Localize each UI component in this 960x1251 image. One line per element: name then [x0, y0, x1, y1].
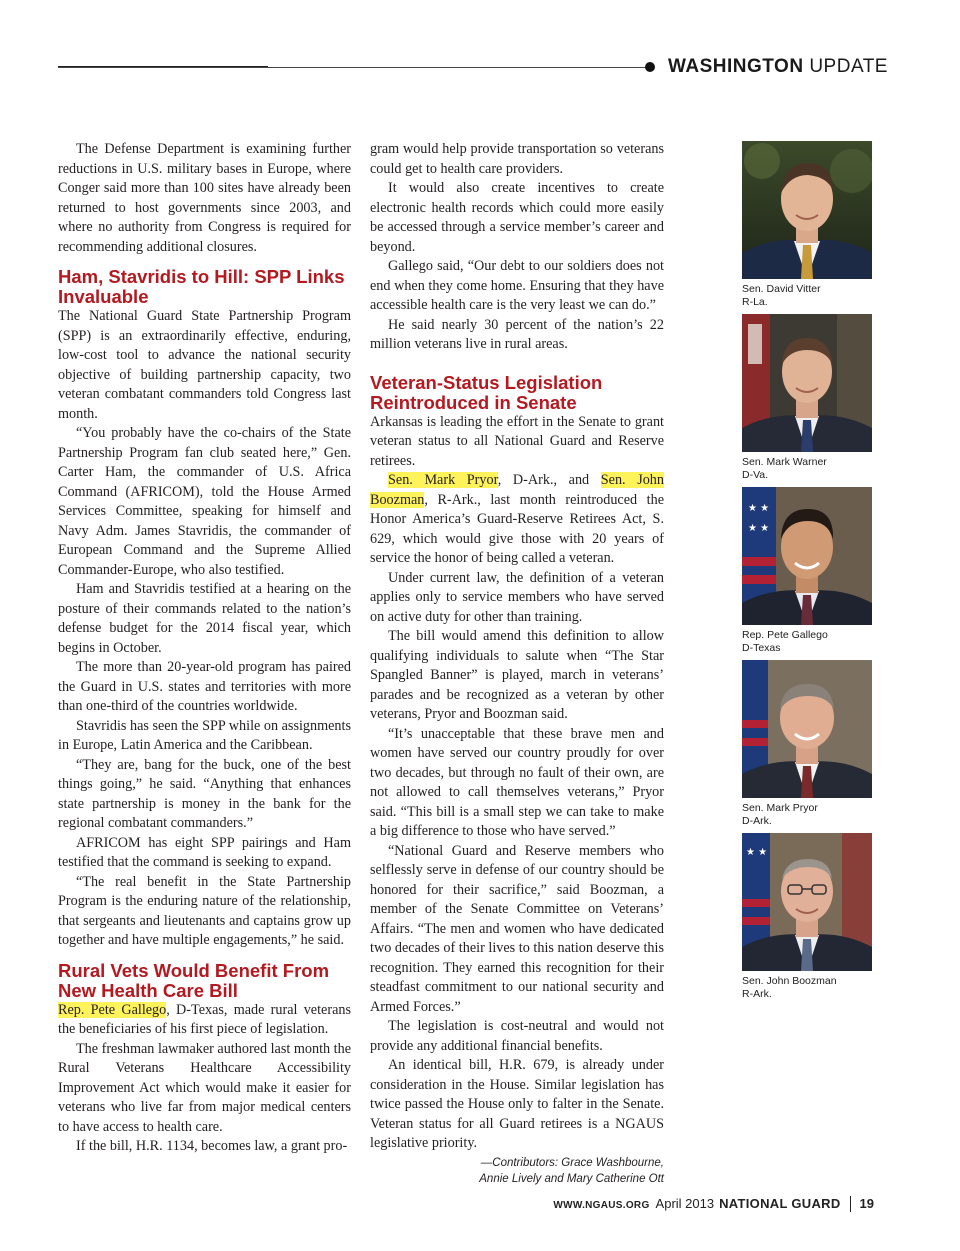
- paragraph: Stavridis has seen the SPP while on assignments in Europe, Latin America and the Caribbean.: [58, 717, 351, 753]
- portrait-caption: [742, 802, 872, 827]
- portrait-party: D-Ark.: [742, 814, 772, 827]
- paragraph: “National Guard and Reserve members who selflessly serve in defense of our country should be honored for their sacrifice,” said Boozman, a member of the Senate Committee on Veterans’ Affairs. “The men and women who have dedicated two decades of their lives to this nation deserve this recognition. They earned this recognition for their steadfast commitment to our national security and Armed Forces.”: [370, 842, 664, 1015]
- paragraph: AFRICOM has eight SPP pairings and Ham testified that the command is seeking to expand.: [58, 834, 351, 870]
- portrait-name: Sen. David Vitter: [742, 283, 821, 295]
- highlight-gallego: Rep. Pete Gallego: [58, 1001, 167, 1018]
- paragraph: gram would help provide transportation so veterans could get to health care providers.: [370, 141, 664, 177]
- portrait-caption: [742, 629, 872, 654]
- paragraph: The bill would amend this definition to allow qualifying individuals to salute when “The Star Spangled Banner” is played, march in veterans’ parades and be recognized as a veteran by other veterans, Pryor and Boozman said.: [370, 628, 664, 722]
- paragraph: He said nearly 30 percent of the nation’s 22 million veterans live in rural areas.: [370, 316, 664, 352]
- portrait-name: Sen. Mark Warner: [742, 456, 827, 468]
- section-label-light: UPDATE: [809, 56, 888, 77]
- portrait-party: R-La.: [742, 295, 768, 308]
- footer-url: WWW.NGAUS.ORG: [553, 1200, 650, 1211]
- highlight-boozman: Sen. John Boozman: [370, 472, 664, 508]
- footer-magazine: NATIONAL GUARD: [719, 1196, 841, 1211]
- portrait-photo-vitter: [742, 141, 872, 279]
- portrait-caption: [742, 456, 872, 481]
- paragraph: It would also create incentives to create electronic health records which could more easily be accessed through a service member’s career and beyond.: [370, 180, 664, 255]
- portrait-card: [742, 314, 872, 487]
- svg-text:★ ★: ★ ★: [748, 503, 770, 514]
- paragraph: An identical bill, H.R. 679, is already under consideration in the House. Similar legislation has twice passed the House only to falter in the Senate. Veteran status for all Guard retirees is a NGAUS legislative priority.: [370, 1057, 664, 1151]
- paragraph: The National Guard State Partnership Program (SPP) is an extraordinarily effective, enduring, low-cost tool to advance the national security objective of building partnership capacity, two veteran combatant commanders told Congress last month.: [58, 308, 351, 422]
- paragraph: The freshman lawmaker authored last month the Rural Veterans Healthcare Accessibility Improvement Act which would make it easier for veterans who live far from major medical centers to have access to health care.: [58, 1040, 351, 1135]
- highlight-pryor: Sen. Mark Pryor: [388, 472, 498, 488]
- paragraph: If the bill, H.R. 1134, becomes law, a grant pro-: [76, 1138, 348, 1154]
- paragraph: [58, 1001, 351, 1040]
- portrait-name: Sen. Mark Pryor: [742, 802, 818, 814]
- portrait-party: R-Ark.: [742, 987, 772, 1000]
- contributors-credit: [370, 1155, 664, 1187]
- portrait-photo-gallego: [742, 487, 872, 625]
- paragraph-text: , R-Ark., last month reintroduced the Honor America’s Guard-Reserve Retirees Act, S. 629, which would give those with 20 years of service the honor of being called a veteran.: [370, 491, 664, 566]
- svg-text:★ ★: ★ ★: [748, 523, 770, 534]
- portrait-caption: [742, 283, 872, 308]
- portrait-caption: [742, 975, 872, 1000]
- page-footer: [553, 1196, 874, 1212]
- paragraph: Gallego said, “Our debt to our soldiers does not end when they come home. Ensuring that they have accessible health care is the very least we can do.”: [370, 258, 664, 313]
- portrait-party: D-Va.: [742, 468, 769, 481]
- page-number: 19: [859, 1196, 874, 1211]
- portrait-card: [742, 660, 872, 833]
- contributors-line: —Contributors: Grace Washbourne,: [480, 1156, 664, 1169]
- article-column-1: [58, 140, 351, 1157]
- paragraph: Ham and Stavridis testified at a hearing on the posture of their commands related to the nation’s defense budget for the 2014 fiscal year, which begins in October.: [58, 581, 351, 656]
- subhead-spp: Ham, Stavridis to Hill: SPP Links Invaluable: [58, 266, 345, 307]
- portrait-name: Rep. Pete Gallego: [742, 629, 828, 641]
- header-bullet: [645, 62, 655, 72]
- svg-text:★ ★: ★ ★: [746, 847, 768, 858]
- portrait-card: [742, 487, 872, 660]
- paragraph-text: , D-Texas, made rural veterans the beneficiaries of his first piece of legislation.: [58, 1001, 351, 1037]
- section-label: [668, 56, 888, 78]
- footer-divider: [850, 1196, 851, 1212]
- article-column-2: [370, 140, 664, 1187]
- footer-issue: April 2013: [655, 1196, 715, 1211]
- portrait-card: [742, 141, 872, 314]
- paragraph: The legislation is cost-neutral and would not provide any additional financial benefits.: [370, 1018, 664, 1054]
- paragraph: “It’s unacceptable that these brave men and women have served our country proudly for over two decades, but through no fault of their own, are not allowed to call themselves veterans,” Pryor said. “This bill is a small step we can take to make a big difference to those who have served.”: [370, 725, 664, 839]
- subhead-rural-vets: Rural Vets Would Benefit From New Health Care Bill: [58, 959, 330, 1001]
- contributors-line: Annie Lively and Mary Catherine Ott: [479, 1172, 664, 1185]
- portrait-card: [742, 833, 872, 1006]
- paragraph: Arkansas is leading the effort in the Senate to grant veteran status to all National Guard and Reserve retirees.: [370, 413, 664, 469]
- portrait-name: Sen. John Boozman: [742, 975, 837, 987]
- paragraph: [370, 471, 664, 569]
- portrait-photo-warner: [742, 314, 872, 452]
- portrait-column: [742, 141, 872, 1006]
- paragraph: The Defense Department is examining further reductions in U.S. military bases in Europe, where Conger said more than 100 sites have already been returned to host governments since 2003, and where no authority from Congress is required for recommending additional closures.: [58, 141, 351, 255]
- subhead-veteran-status: Veteran-Status Legislation Reintroduced in Senate: [370, 371, 603, 413]
- paragraph-text: , D-Ark., and: [497, 472, 601, 488]
- portrait-photo-boozman: [742, 833, 872, 971]
- portrait-photo-pryor: [742, 660, 872, 798]
- paragraph: “The real benefit in the State Partnership Program is the enduring nature of the relationship, that sergeants and lieutenants and captains grow up together and have multiple engagements,” he said.: [58, 873, 351, 948]
- header-rule: [58, 67, 648, 68]
- paragraph: “They are, bang for the buck, one of the best things going,” he said. “Anything that enhances state partnership is money in the bank for the regional combatant commanders.”: [58, 756, 351, 831]
- paragraph: “You probably have the co-chairs of the State Partnership Program fan club seated here,” Gen. Carter Ham, the commander of U.S. Africa Command (AFRICOM), told the House Armed Services Committee, speaking for himself and Navy Adm. James Stavridis, the commander of European Command and the Supreme Allied Commander-Europe, who also testified.: [58, 425, 351, 578]
- paragraph: Under current law, the definition of a veteran applies only to service members who have served on active duty for other than training.: [370, 569, 664, 625]
- portrait-party: D-Texas: [742, 641, 781, 654]
- paragraph: The more than 20-year-old program has paired the Guard in U.S. states and territories with more than one-third of the countries worldwide.: [58, 659, 351, 714]
- section-label-bold: WASHINGTON: [668, 56, 804, 77]
